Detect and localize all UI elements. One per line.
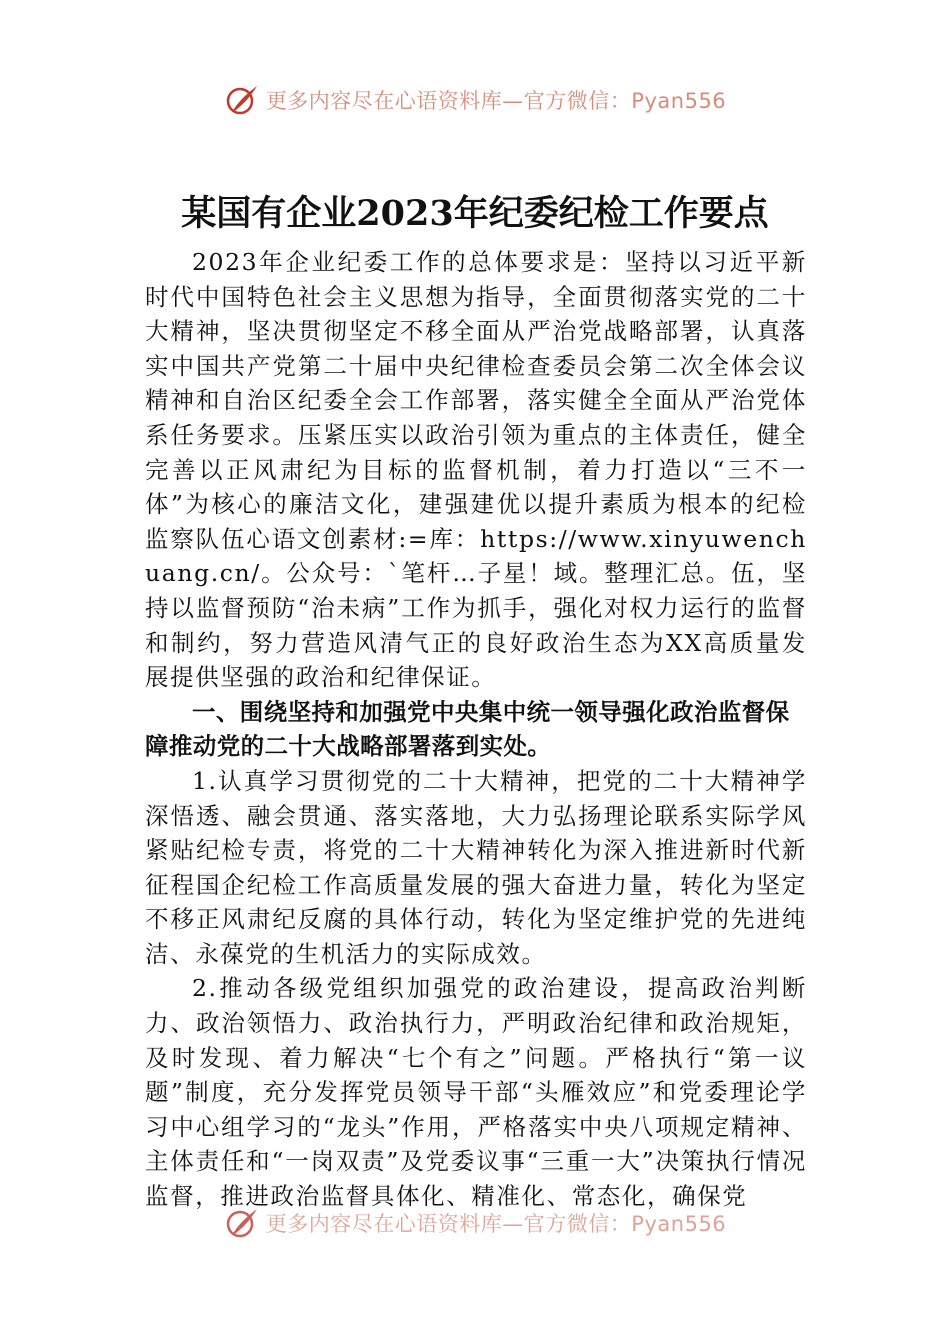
quill-pen-logo-icon	[224, 1205, 260, 1241]
section-1-heading: 一、围绕坚持和加强党中央集中统一领导强化政治监督保障推动党的二十大战略部署落到实处。	[145, 697, 790, 761]
watermark-text: 更多内容尽在心语资料库—官方微信：Pyan556	[265, 1212, 727, 1236]
watermark-header	[0, 82, 950, 118]
intro-paragraph: 2023年企业纪委工作的总体要求是：坚持以习近平新时代中国特色社会主义思想为指导，全面贯彻落实党的二十大精神，坚决贯彻坚定不移全面从严治党战略部署，认真落实中国共产党第二十届中央纪律检查委员会第二次全体会议精神和自治区纪委全会工作部署，落实健全全面从严治党体系任务要求。压紧压实以政治引领为重点的主体责任，健全完善以正风肃纪为目标的监督机制，着力打造以“三不一体”为核心的廉洁文化，建强建优以提升素质为根本的纪检监察队伍心语文创素材:=库：https://www.xinyuwenchuang.cn/。公众号：`笔杆…子星！域。整理汇总。伍，坚持以监督预防“治未病”工作为抓手，强化对权力运行的监督和制约，努力营造风清气正的良好政治生态为XX高质量发展提供坚强的政治和纪律保证。	[145, 248, 807, 692]
watermark-text: 更多内容尽在心语资料库—官方微信：Pyan556	[265, 89, 727, 113]
document-title: 某国有企业2023年纪委纪检工作要点	[181, 193, 769, 234]
item-1-paragraph: 1.认真学习贯彻党的二十大精神，把党的二十大精神学深悟透、融会贯通、落实落地，大力弘扬理论联系实际学风紧贴纪检专责，将党的二十大精神转化为深入推进新时代新征程国企纪检工作高质量发展的强大奋进力量，转化为坚定不移正风肃纪反腐的具体行动，转化为坚定维护党的先进纯洁、永葆党的生机活力的实际成效。	[145, 766, 807, 968]
item-2-paragraph: 2.推动各级党组织加强党的政治建设，提高政治判断力、政治领悟力、政治执行力，严明政治纪律和政治规矩，及时发现、着力解决“七个有之”问题。严格执行“第一议题”制度，充分发挥党员领导干部“头雁效应”和党委理论学习中心组学习的“龙头”作用，严格落实中央八项规定精神、主体责任和“一岗双责”及党委议事“三重一大”决策执行情况监督，推进政治监督具体化、精准化、常态化，确保党	[145, 974, 807, 1211]
watermark-footer	[0, 1205, 950, 1241]
quill-pen-logo-icon	[224, 82, 260, 118]
document-body	[145, 245, 807, 1230]
